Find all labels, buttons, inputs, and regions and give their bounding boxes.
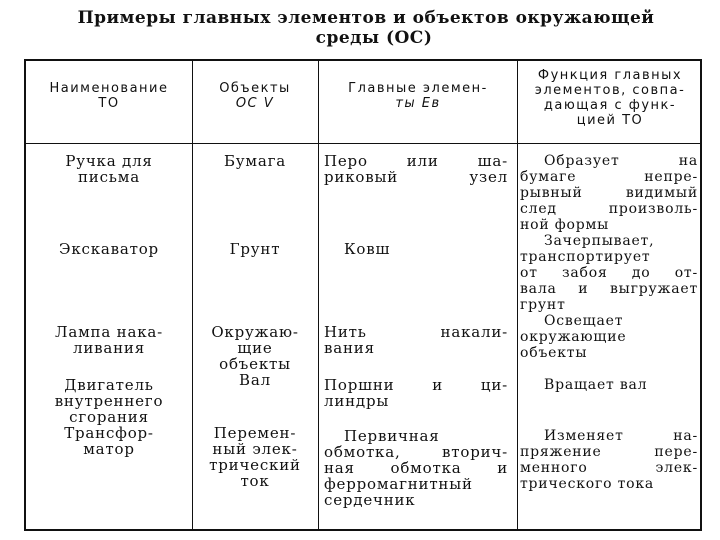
cell-line: сгорания: [69, 408, 149, 426]
cell-line: Изменяет на-: [544, 428, 698, 444]
cell-el-filament: [324, 324, 508, 356]
cell-line: Зачерпывает,: [544, 233, 655, 249]
header-name-to: [30, 81, 188, 111]
cell-line: Перо или ша-: [324, 152, 508, 170]
header-os-objects: [196, 81, 314, 111]
cell-el-pen-tip: [324, 153, 508, 185]
header-line: элементов, совпа-: [534, 83, 686, 98]
cell-line: внутреннего: [54, 392, 164, 410]
cell-line: риковый узел: [324, 168, 508, 186]
header-line: Функция главных: [537, 68, 683, 83]
cell-to-pen: [30, 153, 188, 185]
header-function: [520, 68, 700, 128]
cell-fn-lamp: [520, 313, 698, 361]
elements-table: [24, 59, 702, 531]
cell-line: рывный видимый: [520, 185, 698, 201]
cell-line: Образует на: [544, 153, 698, 169]
header-divider: [26, 143, 700, 144]
cell-line: от забоя до от-: [520, 265, 698, 281]
cell-fn-engine: [520, 377, 698, 393]
cell-line: Нить накали-: [324, 323, 508, 341]
cell-line: трического тока: [520, 476, 655, 492]
cell-line: матор: [83, 440, 135, 458]
cell-line: Экскаватор: [59, 240, 159, 258]
cell-line: ный элек-: [212, 440, 298, 458]
page-title: [0, 8, 720, 48]
cell-line: щие: [237, 339, 273, 357]
cell-os-paper: [196, 153, 314, 169]
cell-line: грунт: [520, 297, 566, 313]
cell-fn-pen: [520, 153, 698, 233]
cell-line: сердечник: [324, 491, 416, 509]
cell-line: транспортирует: [520, 249, 651, 265]
cell-line: Освещает: [544, 313, 624, 329]
cell-line: Ручка для: [65, 152, 153, 170]
cell-line: ная обмотка и: [324, 459, 508, 477]
cell-line: Лампа нака-: [55, 323, 163, 341]
cell-line: Двигатель: [64, 376, 154, 394]
cell-line: след произволь-: [520, 201, 698, 217]
cell-to-lamp: [30, 324, 188, 356]
cell-fn-transformer: [520, 428, 698, 492]
header-main-elements: [322, 81, 514, 111]
cell-to-excavator: [30, 241, 188, 257]
header-line: Наименование: [49, 81, 169, 96]
cell-line: Перемен-: [213, 424, 297, 442]
cell-line: Окружаю-: [211, 323, 299, 341]
cell-line: Грунт: [229, 240, 281, 258]
cell-line: Вращает вал: [544, 377, 648, 393]
column-divider: [192, 61, 193, 529]
cell-line: вания: [324, 339, 375, 357]
column-divider: [517, 61, 518, 529]
header-line: Объекты: [219, 81, 291, 96]
cell-line: ливания: [73, 339, 145, 357]
cell-os-ac-current: [196, 425, 314, 489]
cell-el-windings: [324, 428, 508, 508]
cell-line: письма: [78, 168, 140, 186]
cell-el-pistons: [324, 377, 508, 409]
cell-line: Ковш: [344, 240, 391, 258]
cell-line: Вал: [239, 371, 271, 389]
header-line: цией ТО: [576, 113, 644, 128]
cell-line: объекты: [520, 345, 588, 361]
cell-line: Поршни и ци-: [324, 376, 508, 394]
cell-line: Первичная: [344, 427, 440, 445]
header-line: ТО: [98, 96, 120, 111]
header-line: Главные элемен-: [348, 81, 488, 96]
cell-fn-excavator: [520, 233, 698, 313]
cell-line: окружающие: [520, 329, 627, 345]
title-line-1: Примеры главных элементов и объектов окружающей: [77, 8, 655, 28]
cell-line: Трансфор-: [64, 424, 154, 442]
cell-line: Бумага: [223, 152, 287, 170]
cell-to-transformer: [30, 425, 188, 457]
cell-line: ферромагнитный: [324, 475, 473, 493]
cell-line: бумаге непре-: [520, 169, 698, 185]
cell-os-shaft: [196, 372, 314, 388]
cell-line: трический: [209, 456, 301, 474]
header-line: ты Eв: [395, 96, 441, 111]
cell-line: ток: [240, 472, 270, 490]
column-divider: [318, 61, 319, 529]
header-line: дающая с функ-: [543, 98, 677, 113]
cell-os-soil: [196, 241, 314, 257]
title-line-2: среды (ОС): [315, 28, 433, 48]
cell-line: объекты: [219, 355, 291, 373]
cell-os-surroundings: [196, 324, 314, 372]
cell-el-bucket: [344, 241, 504, 257]
cell-line: менного элек-: [520, 460, 698, 476]
cell-line: пряжение пере-: [520, 444, 698, 460]
cell-line: линдры: [324, 392, 390, 410]
cell-to-engine: [30, 377, 188, 425]
cell-line: ной формы: [520, 217, 610, 233]
cell-line: обмотка, вторич-: [324, 443, 508, 461]
header-line: ОС V: [235, 96, 275, 111]
cell-line: вала и выгружает: [520, 281, 698, 297]
